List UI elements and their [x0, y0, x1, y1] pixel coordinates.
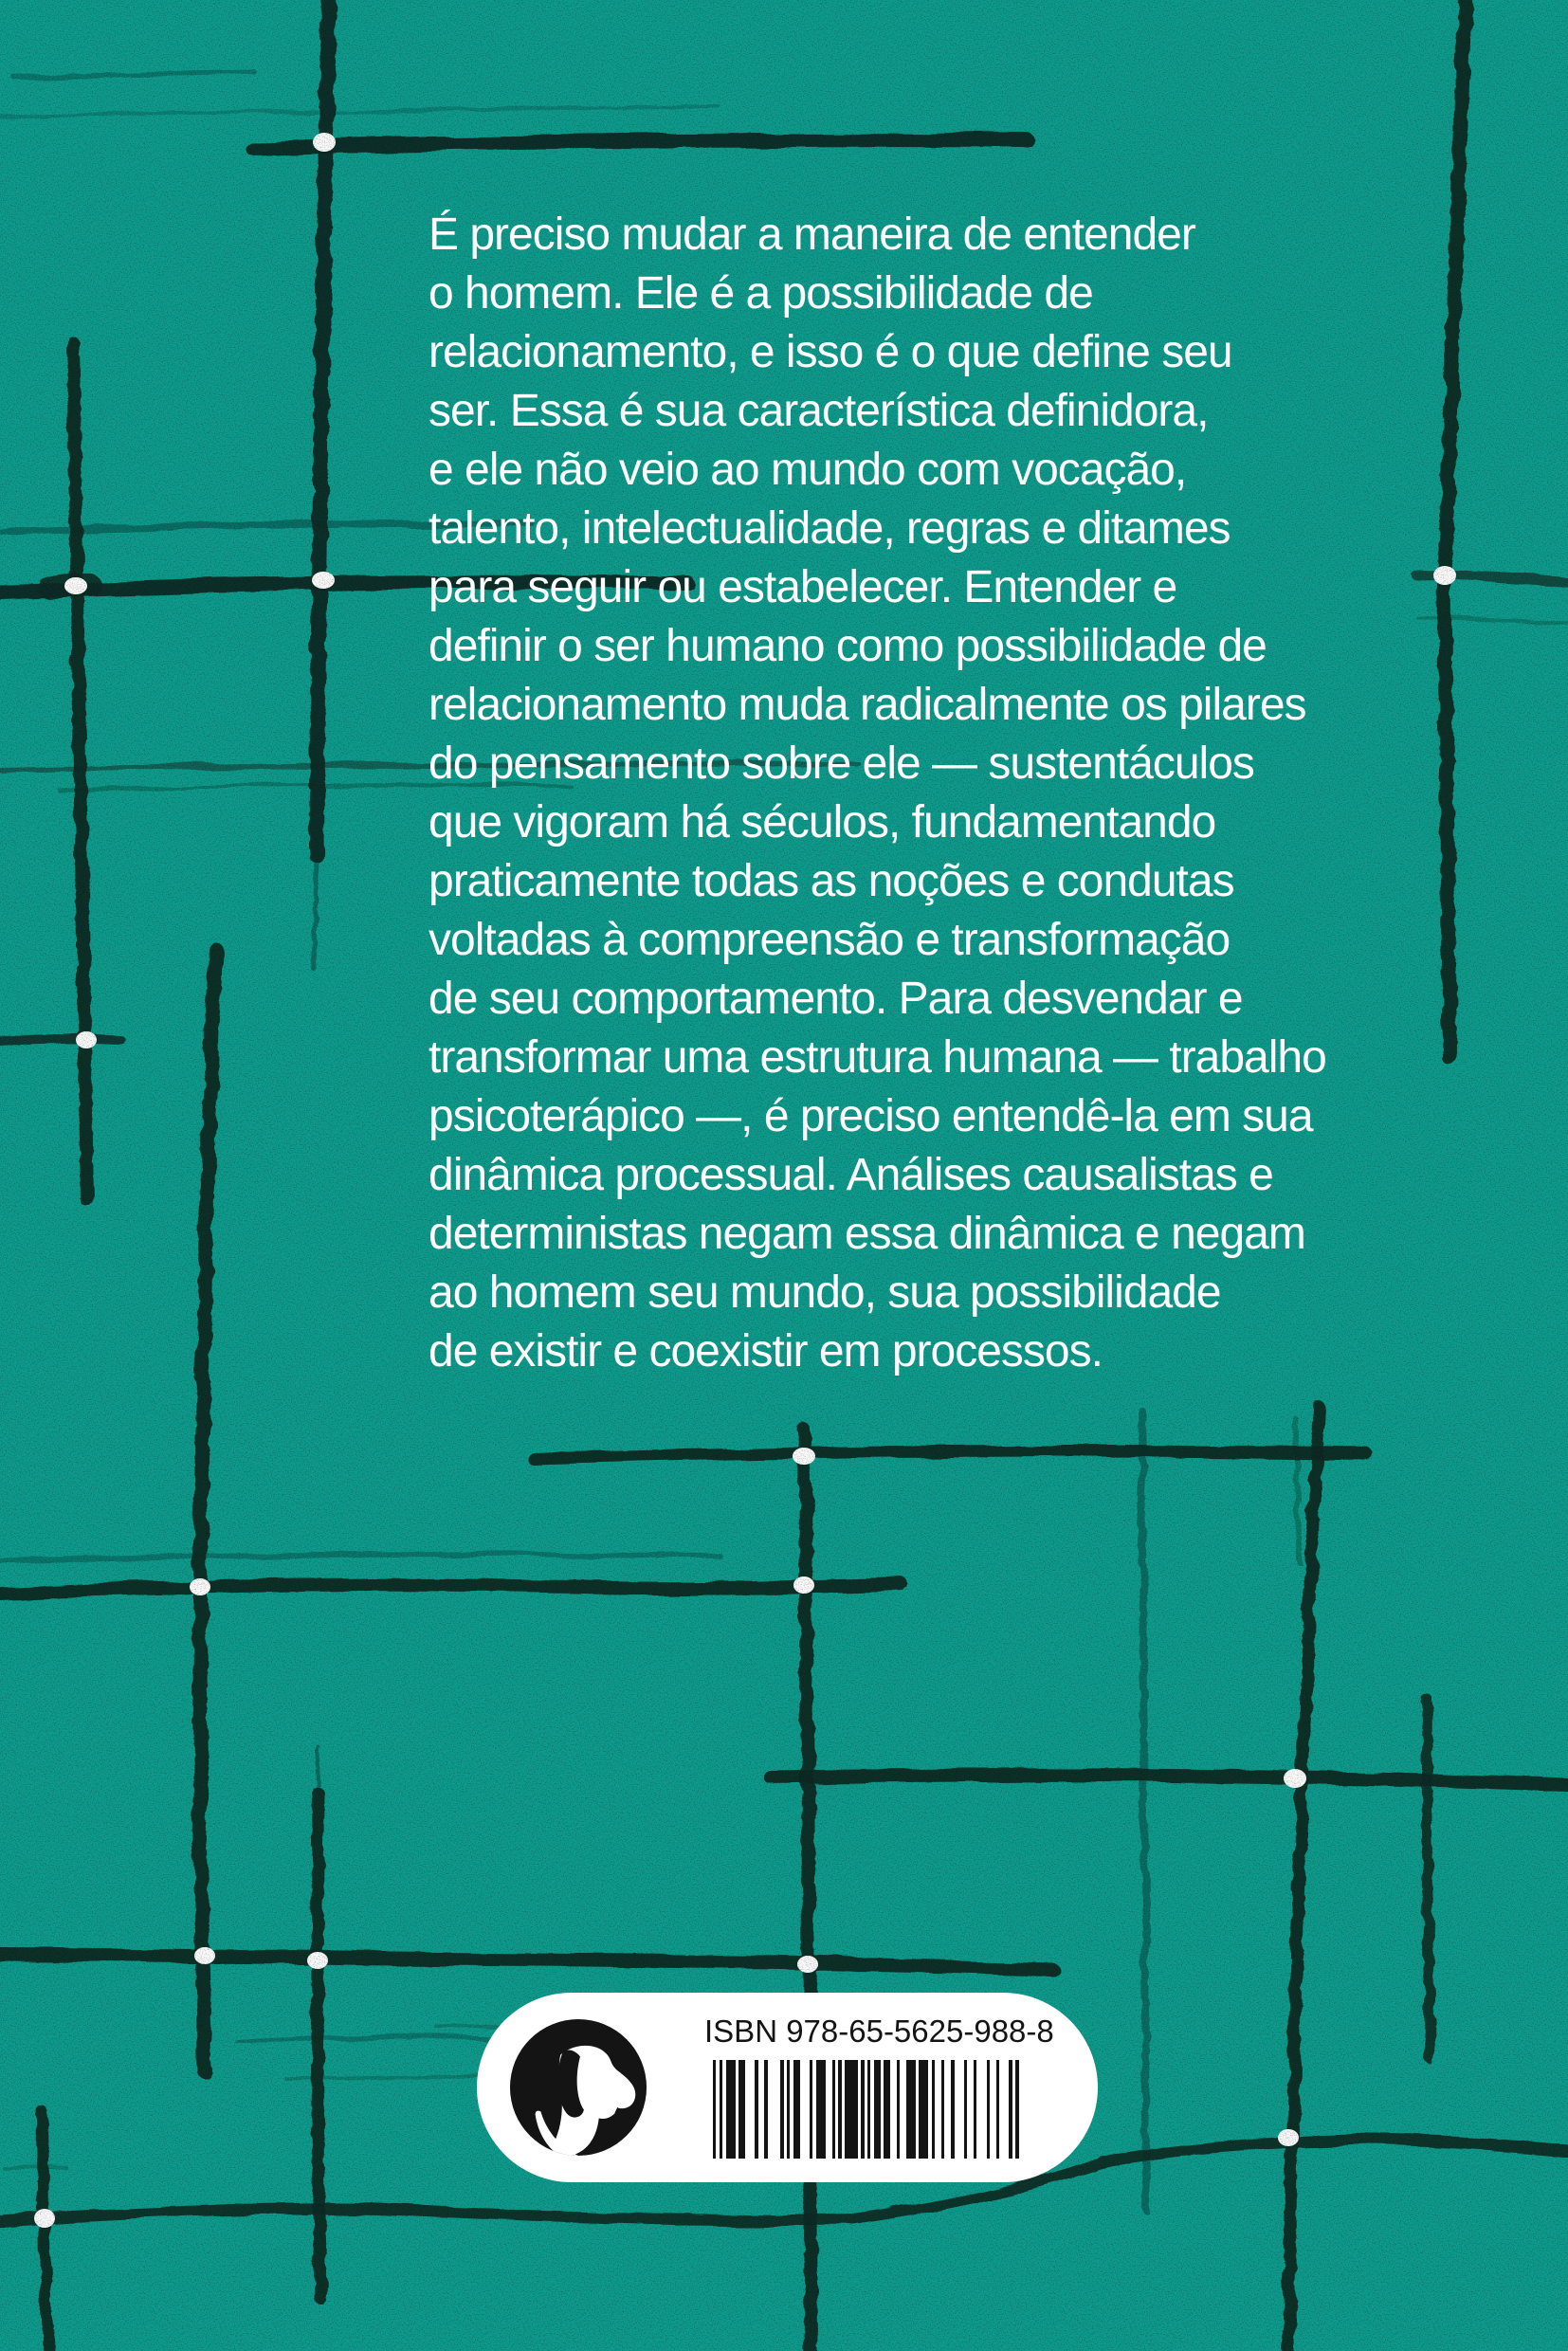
barcode-gap	[955, 2060, 964, 2159]
barcode-gap	[800, 2060, 810, 2159]
barcode-gap	[890, 2060, 897, 2159]
blurb-line: transformar uma estrutura humana — trabalho	[428, 1032, 1326, 1083]
blurb-line: relacionamento, e isso é o que define seu	[428, 327, 1232, 377]
blurb-line: É preciso mudar a maneira de entender	[428, 210, 1195, 260]
blurb-line: de seu comportamento. Para desvendar e	[428, 974, 1243, 1024]
blurb-line: voltadas à compreensão e transformação	[428, 915, 1231, 965]
barcode-bar	[726, 2060, 736, 2159]
blurb-line: ser. Essa é sua característica definidora,	[428, 386, 1209, 436]
barcode-gap	[900, 2060, 906, 2159]
barcode-gap	[944, 2060, 951, 2159]
barcode-gap	[745, 2060, 755, 2159]
blurb-line: definir o ser humano como possibilidade de	[428, 621, 1267, 671]
barcode-bar	[919, 2060, 928, 2159]
barcode-gap	[976, 2060, 986, 2159]
barcode-gap	[999, 2060, 1009, 2159]
barcode-bar	[884, 2060, 890, 2159]
blurb-line: para seguir ou estabelecer. Entender e	[428, 562, 1177, 612]
blurb-line: talento, intelectualidade, regras e ditames	[428, 503, 1231, 554]
blurb-line: o homem. Ele é a possibilidade de	[428, 268, 1093, 319]
barcode-bar	[1015, 2060, 1018, 2159]
barcode-gap	[758, 2060, 765, 2159]
publisher-dog-logo	[508, 2017, 648, 2158]
blurb-line: ao homem seu mundo, sua possibilidade	[428, 1267, 1221, 1318]
barcode-gap	[935, 2060, 941, 2159]
barcode-gap	[990, 2060, 996, 2159]
blurb-line: praticamente todas as noções e condutas	[428, 856, 1234, 906]
blurb-line: psicoterápico —, é preciso entendê-la em sua	[428, 1091, 1313, 1141]
barcode-bar	[793, 2060, 800, 2159]
blurb-line: do pensamento sobre ele — sustentáculos	[428, 738, 1254, 789]
barcode-bar	[816, 2060, 826, 2159]
blurb-line: e ele não veio ao mundo com vocação,	[428, 445, 1187, 495]
back-cover-blurb	[428, 206, 1471, 1381]
blurb-line: de existir e coexistir em processos.	[428, 1326, 1103, 1376]
isbn-pill	[477, 1993, 1098, 2182]
blurb-line: que vigoram há séculos, fundamentando	[428, 797, 1216, 847]
barcode-bar	[738, 2060, 745, 2159]
barcode-gap	[826, 2060, 832, 2159]
barcode-bar	[845, 2060, 858, 2159]
blurb-line: deterministas negam essa dinâmica e negam	[428, 1209, 1305, 1259]
barcode-bar	[906, 2060, 916, 2159]
barcode-bar	[874, 2060, 881, 2159]
isbn-barcode	[713, 2060, 1019, 2159]
barcode-gap	[967, 2060, 974, 2159]
blurb-line: relacionamento muda radicalmente os pilares	[428, 680, 1306, 730]
isbn-label: ISBN 978-65-5625-988-8	[704, 2014, 1054, 2049]
barcode-gap	[768, 2060, 781, 2159]
blurb-line: dinâmica processual. Análises causalistas e	[428, 1150, 1273, 1200]
